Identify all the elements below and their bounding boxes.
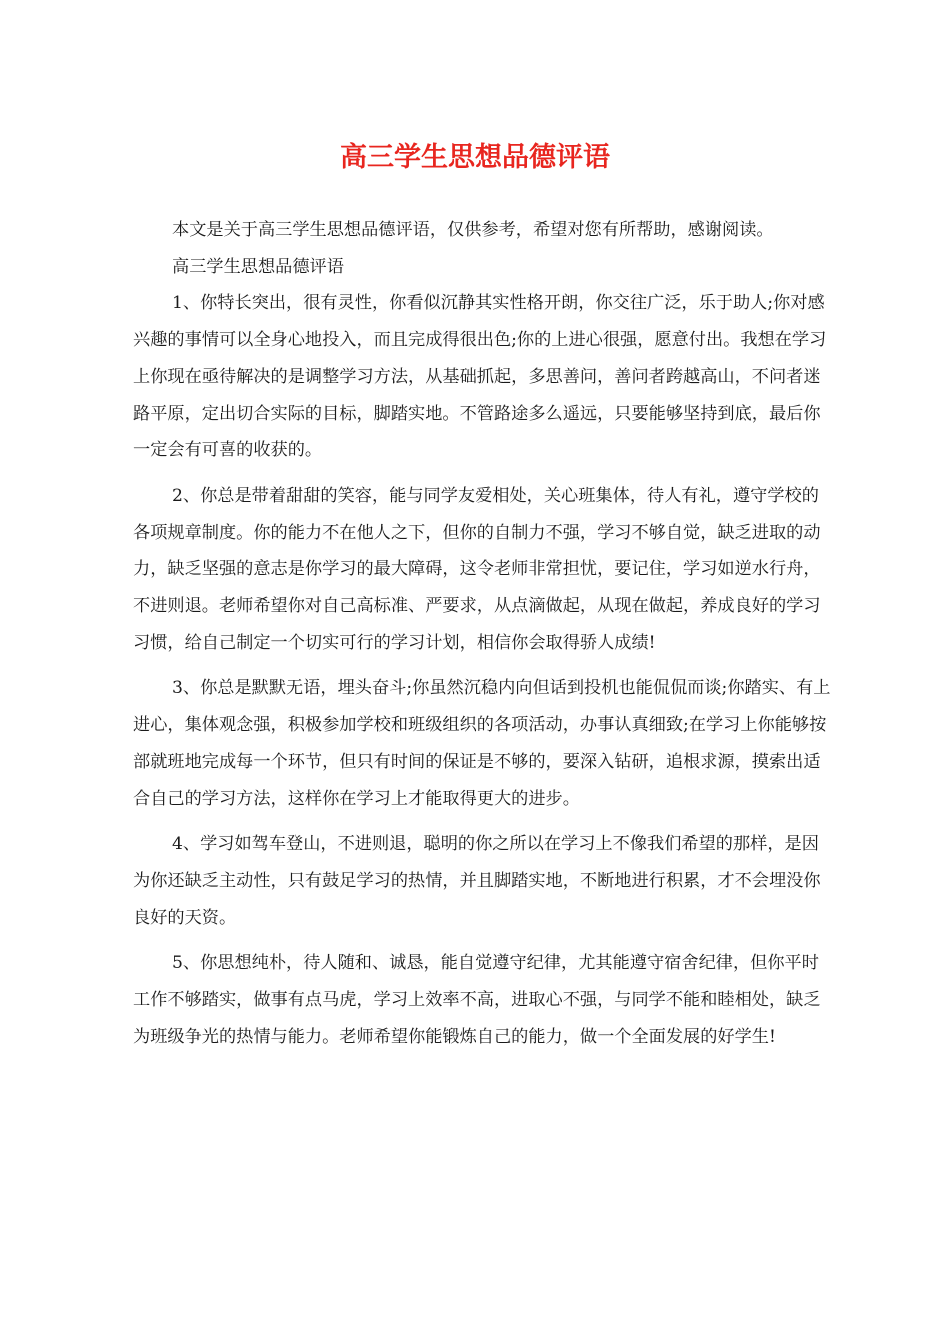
intro-paragraph: 本文是关于高三学生思想品德评语，仅供参考，希望对您有所帮助，感谢阅读。 — [172, 220, 774, 240]
comment-paragraph-4: 4、学习如驾车登山，不进则退，聪明的你之所以在学习上不像我们希望的那样，是因为你还缺乏主动性，只有鼓足学习的热情，并且脚踏实地，不断地进行积累，才不会埋没你良好的天资。 — [133, 834, 821, 928]
comment-paragraph-2: 2、你总是带着甜甜的笑容，能与同学友爱相处，关心班集体，待人有礼，遵守学校的各项规章制度。你的能力不在他人之下，但你的自制力不强，学习不够自觉，缺乏进取的动力，缺乏坚强的意志是你学习的最大障碍，这令老师非常担忧，要记住，学习如逆水行舟，不进则退。老师希望你对自己高标准、严要求，从点滴做起，从现在做起，养成良好的学习习惯，给自己制定一个切实可行的学习计划，相信你会取得骄人成绩! — [133, 485, 821, 653]
document-title: 高三学生思想品德评语 — [340, 142, 610, 173]
comment-paragraph-1: 1、你特长突出，很有灵性，你看似沉静其实性格开朗，你交往广泛，乐于助人;你对感兴趣的事情可以全身心地投入，而且完成得很出色;你的上进心很强，愿意付出。我想在学习上你现在亟待解决的是调整学习方法，从基础抓起，多思善问，善问者跨越高山，不问者迷路平原，定出切合实际的目标，脚踏实地。不管路途多么遥远，只要能够坚持到底，最后你一定会有可喜的收获的。 — [133, 293, 827, 461]
comment-paragraph-3: 3、你总是默默无语，埋头奋斗;你虽然沉稳内向但话到投机也能侃侃而谈;你踏实、有上进心，集体观念强，积极参加学校和班级组织的各项活动，办事认真细致;在学习上你能够按部就班地完成每一个环节，但只有时间的保证是不够的，要深入钻研，追根求源，摸索出适合自己的学习方法，这样你在学习上才能取得更大的进步。 — [133, 678, 831, 809]
subtitle-paragraph: 高三学生思想品德评语 — [172, 256, 344, 277]
document-body — [133, 212, 833, 1064]
comment-paragraph-5: 5、你思想纯朴，待人随和、诚恳，能自觉遵守纪律，尤其能遵守宿舍纪律，但你平时工作不够踏实，做事有点马虎，学习上效率不高，进取心不强，与同学不能和睦相处，缺乏为班级争光的热情与能力。老师希望你能锻炼自己的能力，做一个全面发展的好学生! — [133, 953, 821, 1047]
